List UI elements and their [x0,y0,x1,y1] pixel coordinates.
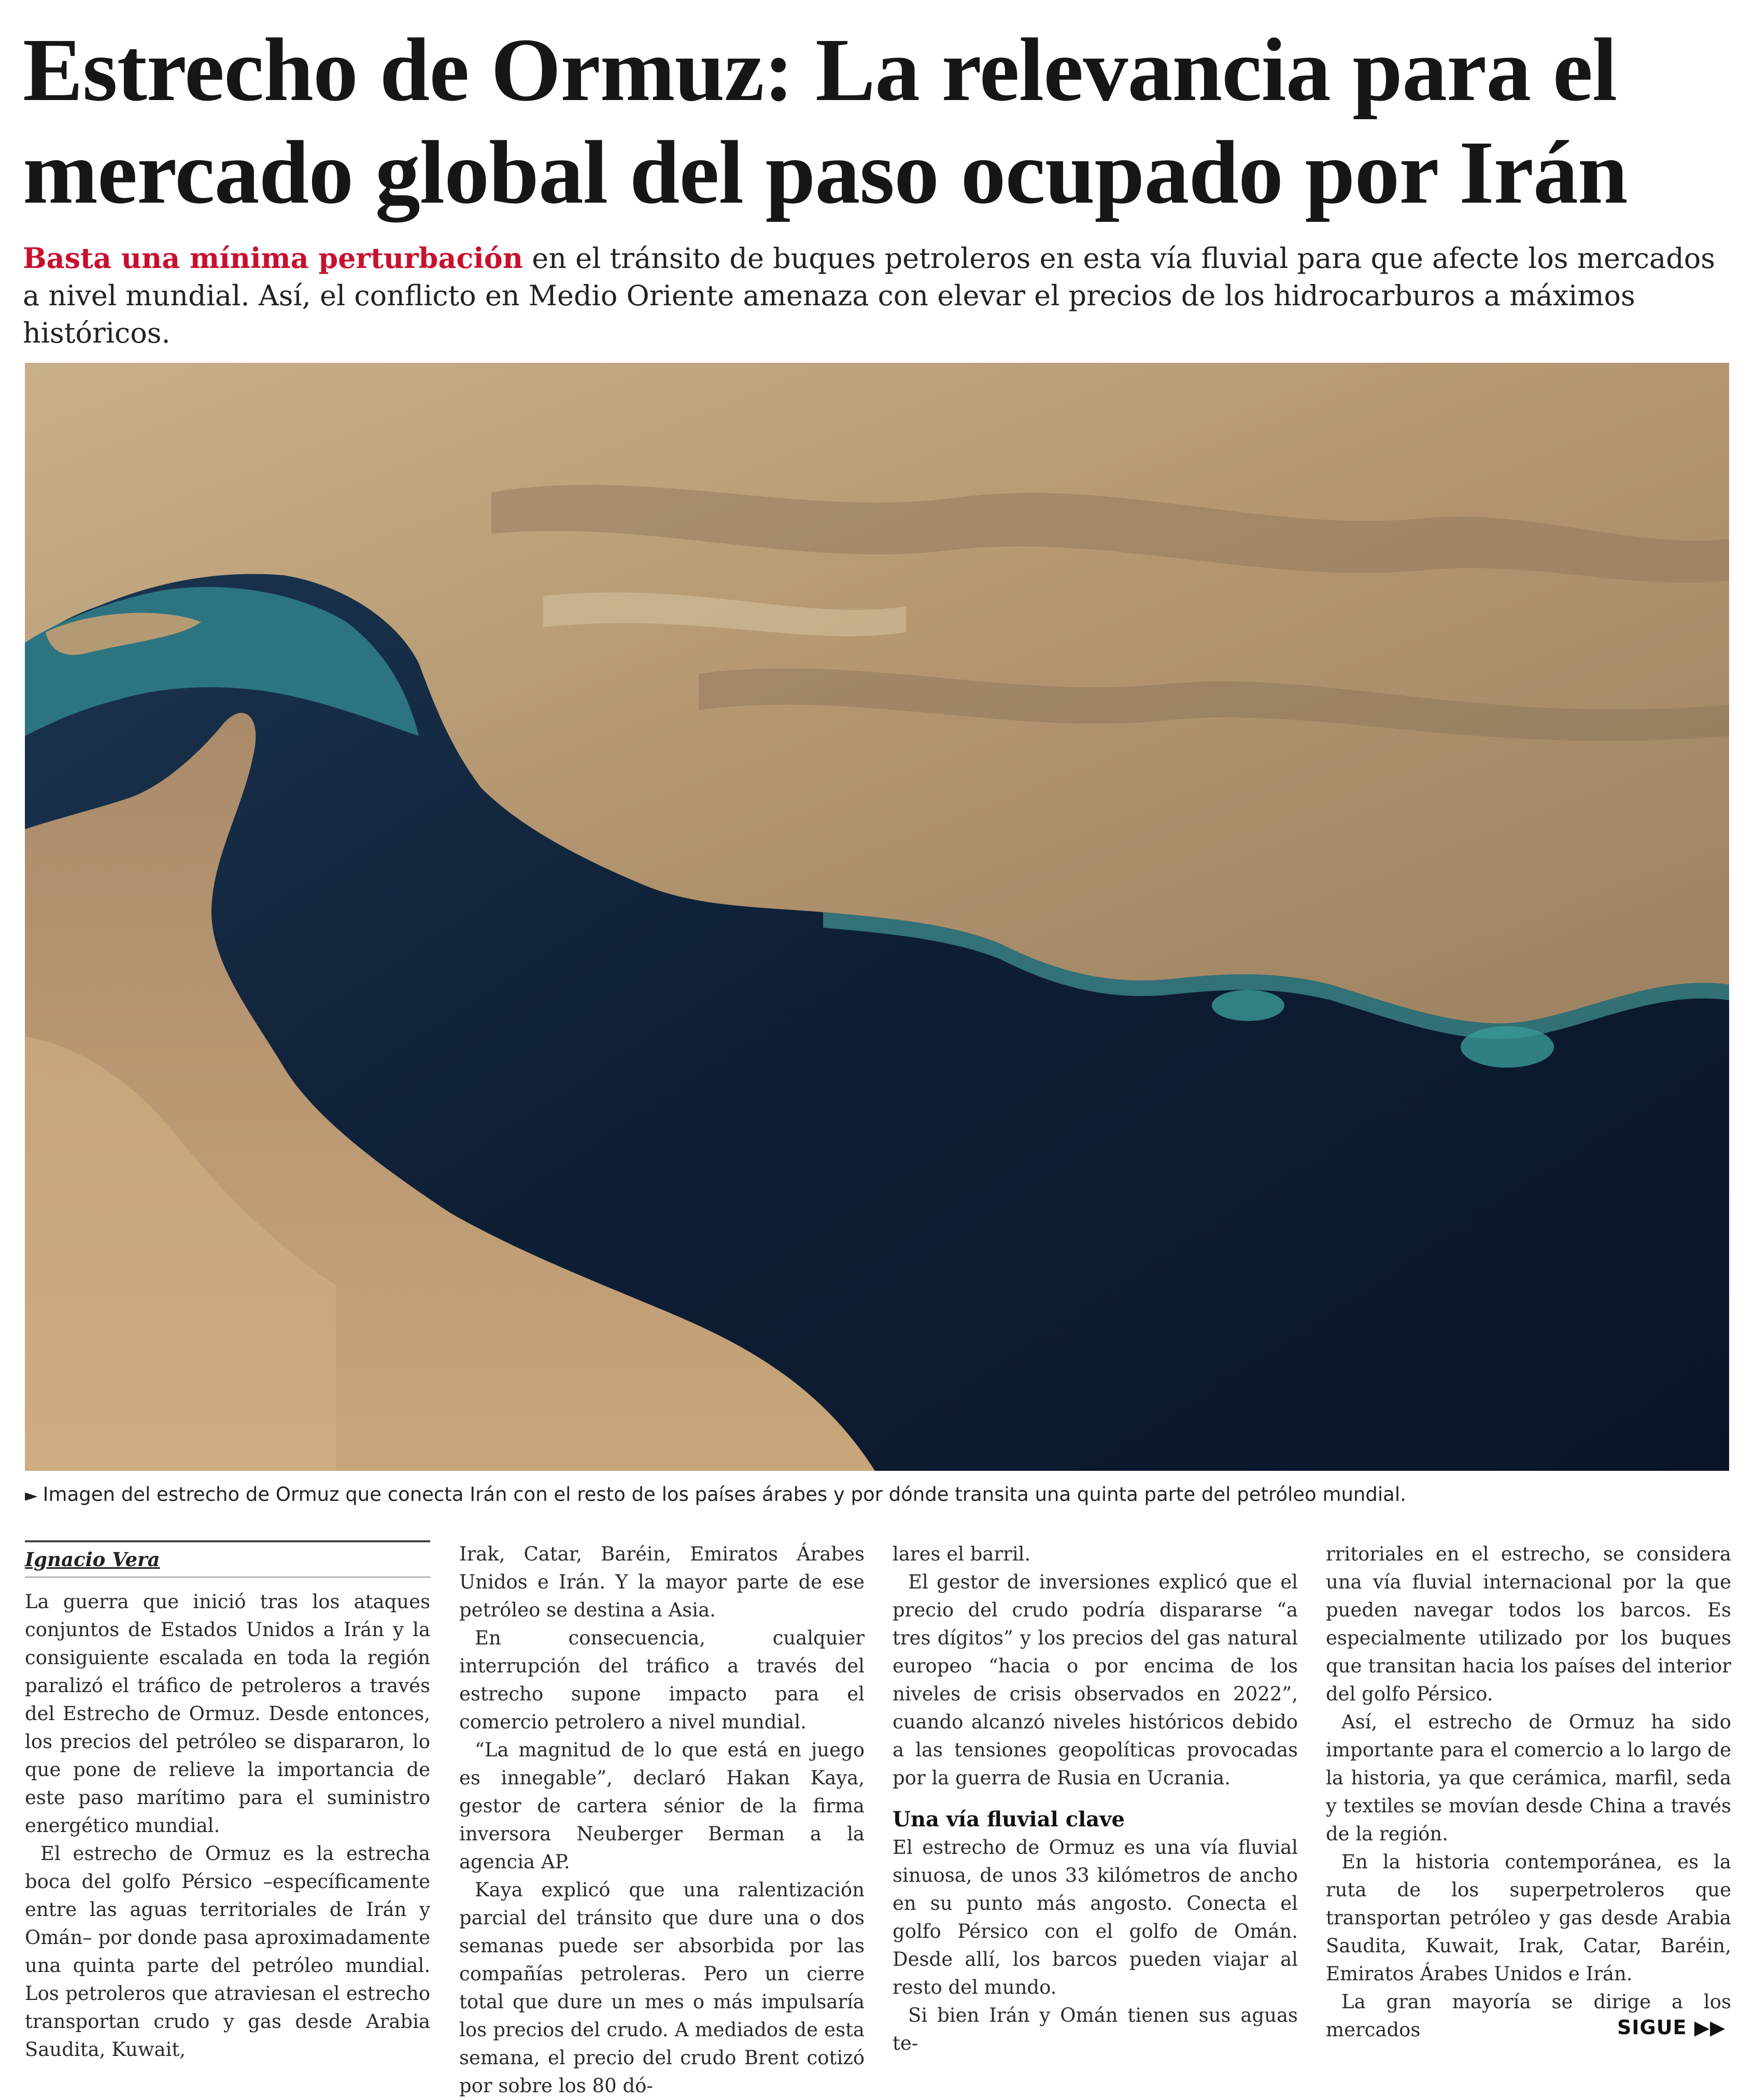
paragraph: Irak, Catar, Baréin, Emiratos Árabes Unidos e Irán. Y la mayor parte de ese petróleo se destina a Asia. [459,1543,865,1621]
paragraph: En la historia contemporánea, es la ruta de los superpetroleros que transportan petróleo y gas desde Arabia Saudita, Kuwait, Irak, Catar, Baréin, Emiratos Árabes Unidos e Irán. [1326,1851,1731,1985]
paragraph: El gestor de inversiones explicó que el precio del crudo podría dispararse “a tres dígitos” y los precios del gas natural europeo “hacia o por encima de los niveles de crisis observados en 2022”, cuando alcanzó niveles históricos debido a las tensiones geopolíticas provocadas por la guerra de Rusia en Ucrania. [893,1571,1298,1789]
paragraph: El estrecho de Ormuz es una vía fluvial sinuosa, de unos 33 kilómetros de ancho en su punto más angosto. Conecta el golfo Pérsico con el golfo de Omán. Desde allí, los barcos pueden viajar al resto del mundo. [893,1836,1298,1998]
article-column-3 [893,1540,1298,2058]
article-column-1 [25,1540,430,2064]
article-column-4 [1326,1540,1731,2044]
caption-marker-icon: ► [25,1485,38,1505]
paragraph: La gran mayoría se dirige a los mercados [1326,1991,1731,2041]
byline: Ignacio Vera [25,1540,430,1578]
paragraph: lares el barril. [893,1543,1031,1565]
continues-marker: SIGUE ▶▶ [1617,2016,1726,2039]
photo-caption [25,1482,1735,1508]
deck-rest: en el tránsito de buques petroleros en esta vía fluvial para que afecte los mercados a nivel mundial. Así, el conflicto en Medio Oriente amenaza con elevar el precios de los hidrocarburos a máximos históricos. [23,242,1716,349]
article-column-2 [459,1540,865,2100]
paragraph: “La magnitud de lo que está en juego es innegable”, declaró Hakan Kaya, gestor de cartera sénior de la firma inversora Neuberger Berman a la agencia AP. [459,1739,865,1873]
headline-line-1: Estrecho de Ormuz: La relevancia para el [23,20,1617,120]
satellite-image-illustration [25,363,1729,1471]
caption-text: Imagen del estrecho de Ormuz que conecta Irán con el resto de los países árabes y por dónde transita una quinta parte del petróleo mundial. [43,1483,1406,1506]
paragraph: Así, el estrecho de Ormuz ha sido importante para el comercio a lo largo de la historia, ya que cerámica, marfil, seda y textiles se movían desde China a través de la región. [1326,1711,1731,1845]
paragraph: Kaya explicó que una ralentización parcial del tránsito que dure una o dos semanas puede ser absorbida por las compañías petroleras. Pero un cierre total que dure un mes o más impulsaría los precios del crudo. A mediados de esta semana, el precio del crudo Brent cotizó por sobre los 80 dó- [459,1879,865,2097]
paragraph: El estrecho de Ormuz es la estrecha boca del golfo Pérsico –específicamente entre las aguas territoriales de Irán y Omán– por donde pasa aproximadamente una quinta parte del petróleo mundial. Los petroleros que atraviesan el estrecho transportan crudo y gas desde Arabia Saudita, Kuwait, [25,1842,430,2061]
subheading: Una vía fluvial clave [893,1807,1125,1832]
headline-line-2: mercado global del paso ocupado por Irán [23,122,1628,222]
deck-lead: Basta una mínima perturbación [23,242,524,275]
paragraph: La guerra que inició tras los ataques conjuntos de Estados Unidos a Irán y la consiguiente escalada en toda la región paralizó el tráfico de petroleros a través del Estrecho de Ormuz. Desde entonces, los precios del petróleo se dispararon, lo que pone de relieve la importancia de este paso marítimo para el suministro energético mundial. [25,1591,430,1837]
paragraph: Si bien Irán y Omán tienen sus aguas te- [893,2004,1298,2054]
paragraph: En consecuencia, cualquier interrupción del tráfico a través del estrecho supone impacto para el comercio petrolero a nivel mundial. [459,1627,865,1733]
satellite-photo [25,363,1729,1471]
headline [23,19,1733,224]
deck [23,239,1733,352]
paragraph: rritoriales en el estrecho, se considera una vía fluvial internacional por la que pueden navegar todos los barcos. Es especialmente utilizado por los buques que transitan hacia los países del interior del golfo Pérsico. [1326,1543,1731,1705]
